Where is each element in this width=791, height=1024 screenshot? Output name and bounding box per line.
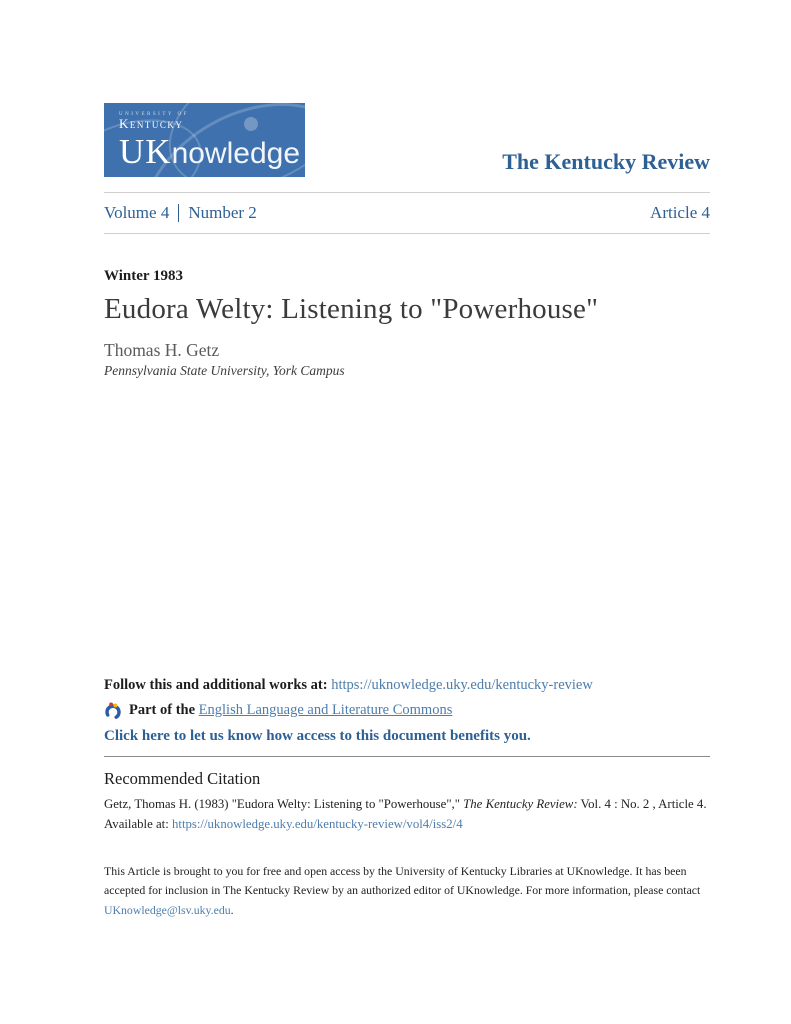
volume-divider (104, 233, 710, 234)
volume-row (104, 193, 710, 233)
follow-works-line (104, 675, 710, 697)
uknowledge-logo[interactable] (104, 103, 305, 177)
follow-works-link[interactable]: https://uknowledge.uky.edu/kentucky-review (331, 677, 593, 693)
benefits-link[interactable]: Click here to let us know how access to this document benefits you. (104, 727, 531, 744)
available-label: Available at: (104, 817, 172, 832)
issue-season: Winter 1983 (104, 268, 184, 284)
footer-period: . (230, 902, 234, 917)
citation-divider (104, 756, 710, 757)
available-link[interactable]: https://uknowledge.uky.edu/kentucky-review/vol4/iss2/4 (171, 817, 463, 832)
footer-email-link[interactable]: UKnowledge@lsv.uky.edu (104, 902, 231, 917)
citation-journal: The Kentucky Review: (463, 797, 578, 812)
digital-commons-icon (104, 702, 122, 720)
volume-label: Volume 4 (104, 203, 170, 222)
article-title: Eudora Welty: Listening to "Powerhouse" (104, 293, 599, 325)
volume-number (104, 203, 257, 223)
author-name: Thomas H. Getz (104, 340, 220, 360)
logo-university-of: UNIVERSITY OF (119, 112, 189, 117)
benefits-line (104, 725, 710, 748)
logo-kentucky: Kentucky (119, 116, 184, 131)
logo-nowledge: nowledge (171, 137, 300, 171)
logo-uk: UK (119, 132, 172, 172)
empty-space (104, 379, 710, 675)
citation-after: Vol. 4 : No. 2 , Article 4. (577, 797, 707, 812)
part-of-line (104, 700, 710, 722)
citation-before: Getz, Thomas H. (1983) "Eudora Welty: Listening to "Powerhouse"," (104, 797, 464, 812)
header (104, 103, 710, 177)
recommended-citation-heading: Recommended Citation (104, 769, 261, 789)
citation-text (104, 795, 710, 835)
number-label: Number 2 (188, 203, 257, 222)
article-number: Article 4 (650, 203, 710, 222)
part-of-text (129, 700, 452, 722)
logo-brand (119, 132, 305, 172)
author-affiliation: Pennsylvania State University, York Campus (104, 363, 345, 378)
journal-title: The Kentucky Review (502, 149, 710, 174)
footer-text: This Article is brought to you for free and open access by the University of Kentucky Libraries at UKnowledge. It has been accepted for inclusion in The Kentucky Review by an authorized editor of UKnowledge. For more information, please contact (104, 863, 701, 898)
part-of-label: Part of the (129, 701, 199, 718)
volume-separator (178, 204, 179, 222)
footer-note (104, 862, 710, 920)
follow-works-label: Follow this and additional works at: (104, 677, 332, 693)
commons-link[interactable]: English Language and Literature Commons (198, 701, 453, 718)
